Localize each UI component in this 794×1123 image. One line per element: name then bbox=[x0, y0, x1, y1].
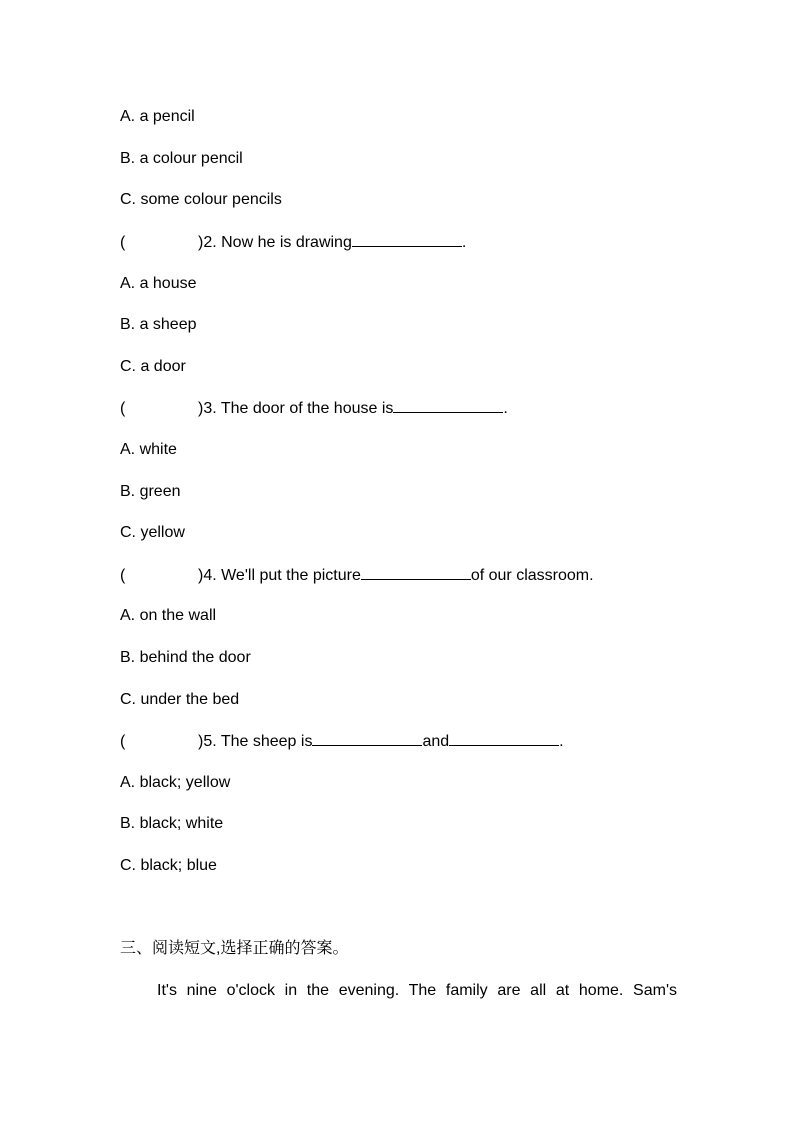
q2-option-b: B. a sheep bbox=[120, 316, 197, 333]
q4-option-c: C. under the bed bbox=[120, 691, 240, 708]
q5-blank-1[interactable] bbox=[312, 731, 422, 746]
q3-blank[interactable] bbox=[393, 398, 503, 413]
q5-stem bbox=[120, 731, 564, 752]
q3-option-b: B. green bbox=[120, 483, 181, 500]
q5-answer-paren[interactable]: ( bbox=[120, 733, 126, 750]
q4-answer-paren[interactable]: ( bbox=[120, 567, 126, 584]
q5-text: )5. The sheep is bbox=[198, 733, 313, 750]
q1-option-a: A. a pencil bbox=[120, 108, 195, 125]
section-3-heading: 三、阅读短文,选择正确的答案。 bbox=[120, 940, 349, 957]
q5-option-c: C. black; blue bbox=[120, 857, 217, 874]
q3-stem bbox=[120, 398, 508, 419]
q2-text: )2. Now he is drawing bbox=[198, 234, 352, 251]
q4-blank[interactable] bbox=[361, 565, 471, 580]
q5-and: and bbox=[422, 733, 450, 750]
q2-blank[interactable] bbox=[352, 232, 462, 247]
q3-option-c: C. yellow bbox=[120, 524, 185, 541]
q2-answer-paren[interactable]: ( bbox=[120, 234, 126, 251]
q5-option-b: B. black; white bbox=[120, 815, 224, 832]
q4-text: )4. We'll put the picture bbox=[198, 567, 361, 584]
q3-option-a: A. white bbox=[120, 441, 177, 458]
q2-option-c: C. a door bbox=[120, 358, 186, 375]
q4-option-b: B. behind the door bbox=[120, 649, 251, 666]
q3-end: . bbox=[503, 400, 508, 417]
q1-option-c: C. some colour pencils bbox=[120, 191, 282, 208]
q3-text: )3. The door of the house is bbox=[198, 400, 394, 417]
q4-stem bbox=[120, 565, 594, 586]
q5-blank-2[interactable] bbox=[449, 731, 559, 746]
q4-option-a: A. on the wall bbox=[120, 607, 217, 624]
q2-end: . bbox=[461, 234, 467, 251]
q5-option-a: A. black; yellow bbox=[120, 774, 231, 791]
q1-option-b: B. a colour pencil bbox=[120, 150, 243, 167]
q3-answer-paren[interactable]: ( bbox=[120, 400, 126, 417]
q2-option-a: A. a house bbox=[120, 275, 197, 292]
q2-stem bbox=[120, 232, 466, 253]
q5-end: . bbox=[559, 733, 564, 750]
reading-passage-line: It's nine o'clock in the evening. The family are all at home. Sam's bbox=[157, 982, 677, 999]
q4-end: of our classroom. bbox=[470, 567, 594, 584]
